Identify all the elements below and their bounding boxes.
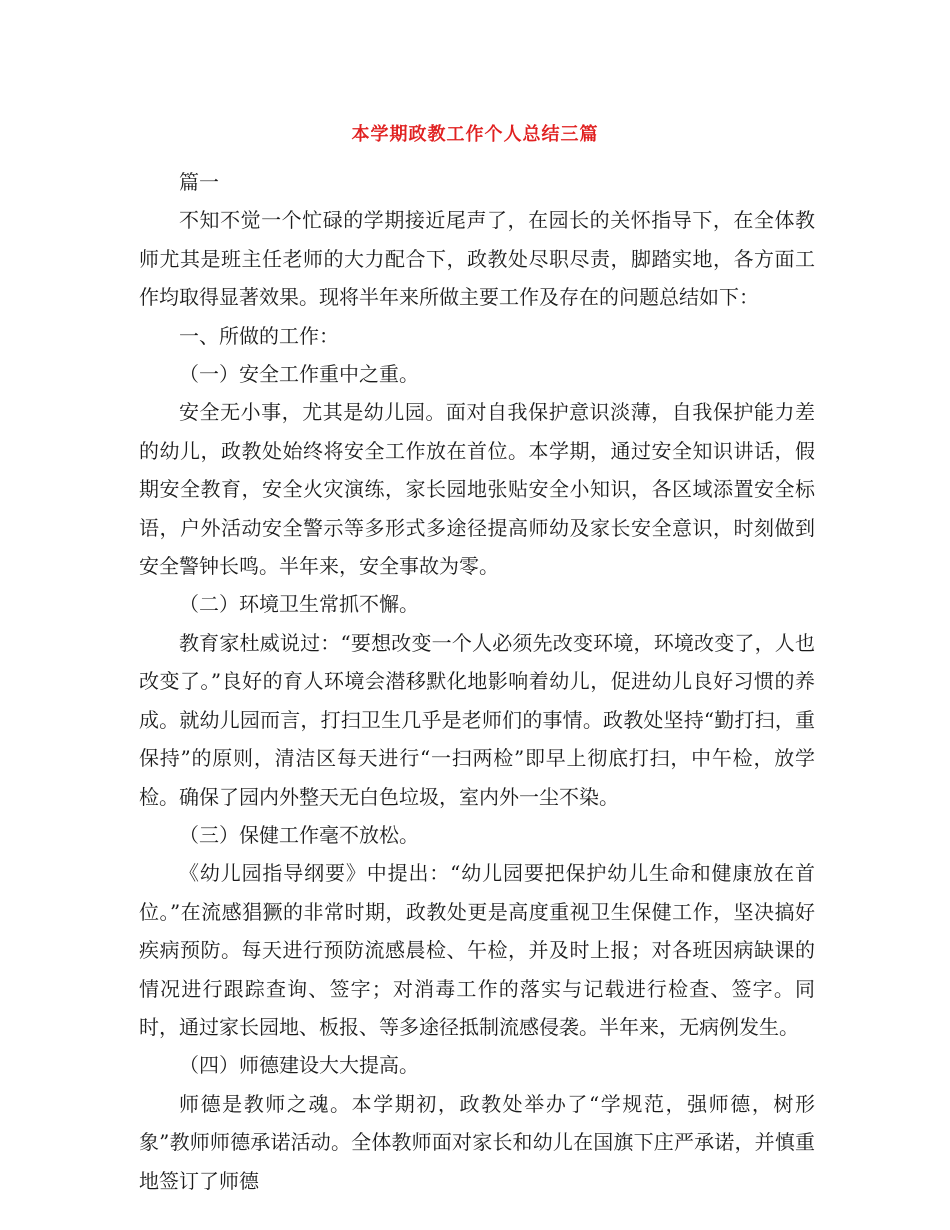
paragraph-ethics: 师德是教师之魂。本学期初，政教处举办了“学规范，强师德，树形象”教师师德承诺活动。全体教师面对家长和幼儿在国旗下庄严承诺，并慎重地签订了师德: [139, 1091, 815, 1193]
paragraph-safety: 安全无小事，尤其是幼儿园。面对自我保护意识淡薄，自我保护能力差的幼儿，政教处始终将安全工作放在首位。本学期，通过安全知识讲话，假期安全教育，安全火灾演练，家长园地张贴安全小知识，各区域添置安全标语，户外活动安全警示等多形式多途径提高师幼及家长安全意识，时刻做到安全警钟长鸣。半年来，安全事故为零。: [139, 400, 815, 579]
document-title: 本学期政教工作个人总结三篇: [351, 124, 599, 145]
subheading-environment: （二）环境卫生常抓不懈。: [179, 592, 419, 617]
subheading-health: （三）保健工作毫不放松。: [179, 822, 419, 847]
paragraph-section-label: 篇一: [179, 170, 219, 194]
paragraph-intro: 不知不觉一个忙碌的学期接近尾声了，在园长的关怀指导下，在全体教师尤其是班主任老师的大力配合下，政教处尽职尽责，脚踏实地，各方面工作均取得显著效果。现将半年来所做主要工作及存在的问题总结如下：: [139, 208, 815, 310]
subheading-safety: （一）安全工作重中之重。: [179, 362, 419, 387]
paragraph-environment: 教育家杜威说过：“要想改变一个人必须先改变环境，环境改变了，人也改变了。”良好的育人环境会潜移默化地影响着幼儿，促进幼儿良好习惯的养成。就幼儿园而言，打扫卫生几乎是老师们的事情。政教处坚持“勤打扫，重保持”的原则，清洁区每天进行“一扫两检”即早上彻底打扫，中午检，放学检。确保了园内外整天无白色垃圾，室内外一尘不染。: [139, 630, 815, 809]
paragraph-health: 《幼儿园指导纲要》中提出：“幼儿园要把保护幼儿生命和健康放在首位。”在流感猖獗的非常时期，政教处更是高度重视卫生保健工作，坚决搞好疾病预防。每天进行预防流感晨检、午检，并及时上报；对各班因病缺课的情况进行跟踪查询、签字；对消毒工作的落实与记载进行检查、签字。同时，通过家长园地、板报、等多途径抵制流感侵袭。半年来，无病例发生。: [139, 861, 815, 1039]
heading-work-done: 一、所做的工作：: [179, 323, 339, 348]
subheading-ethics: （四）师德建设大大提高。: [179, 1053, 419, 1078]
document-body: [139, 163, 815, 1200]
